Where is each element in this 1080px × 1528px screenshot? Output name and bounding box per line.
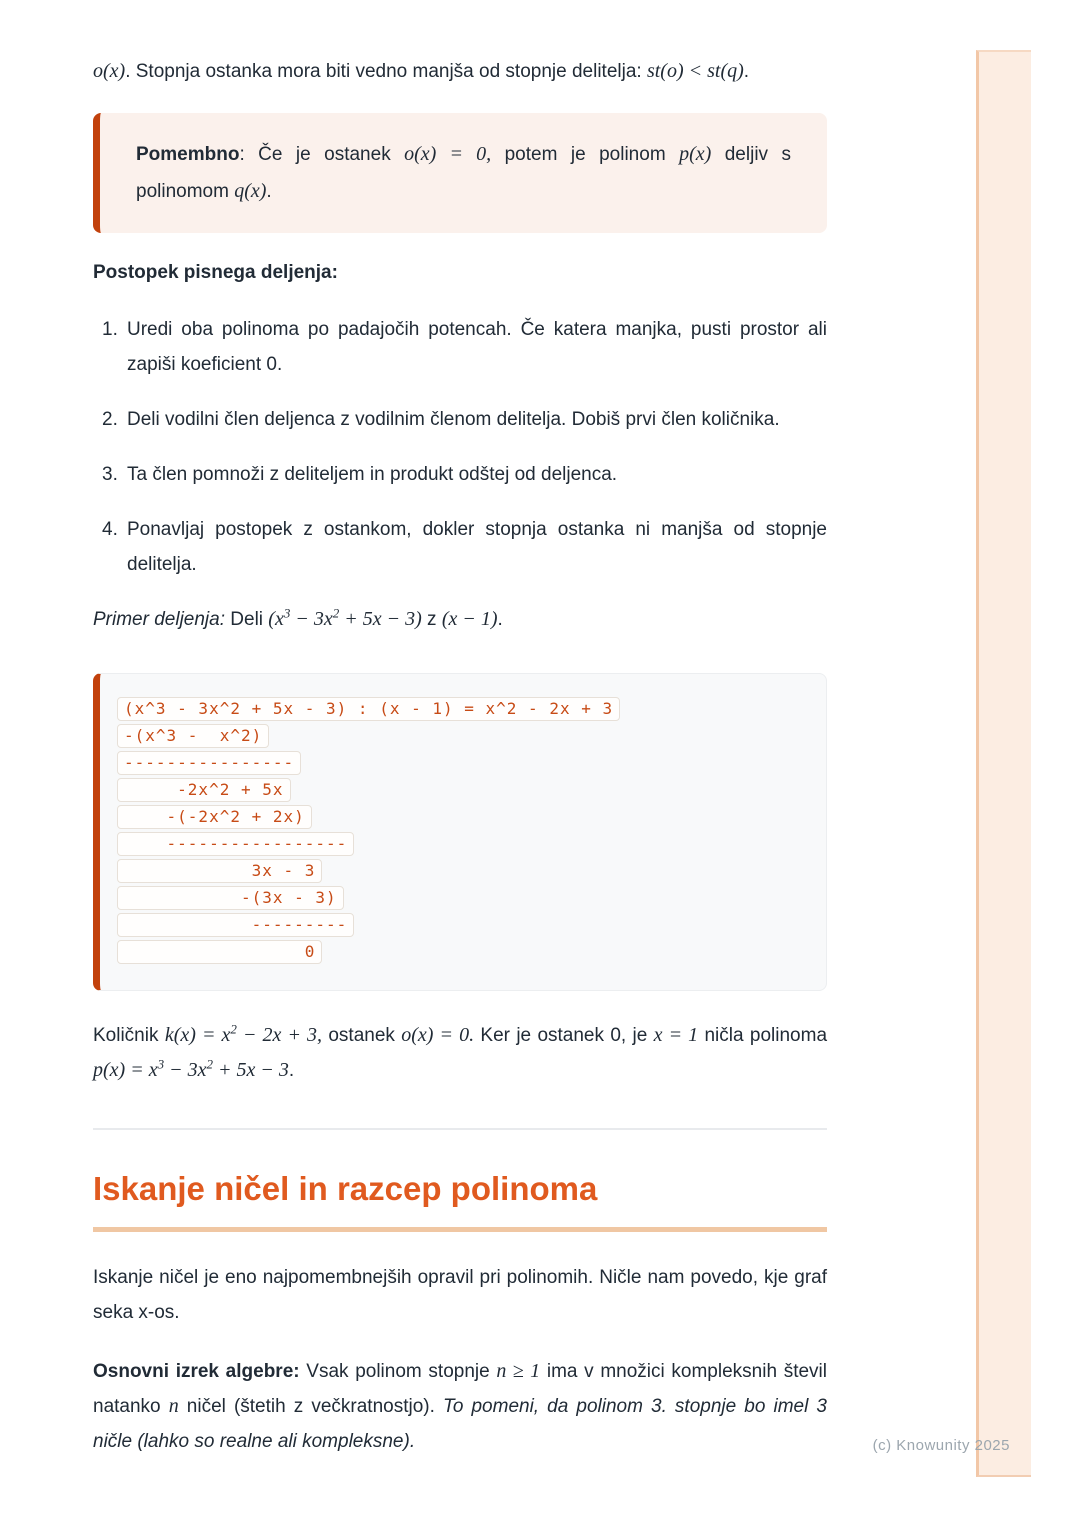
step-text: Uredi oba polinoma po padajočih potencah. Če katera manjka, pusti prostor ali zapiši koeficient 0. — [127, 319, 827, 375]
step-item — [93, 512, 827, 582]
intro-paragraph: o(x). Stopnja ostanka mora biti vedno manjša od stopnje delitelja: st(o) < st(q). — [93, 60, 750, 82]
step-number: 1. — [102, 319, 118, 340]
math-expression: o(x) = 0. — [401, 1024, 475, 1046]
math-expression: o(x) = 0, — [404, 143, 492, 165]
code-line: 3x - 3 — [117, 859, 806, 883]
callout-label: Pomembno — [136, 144, 240, 165]
step-item — [93, 312, 827, 382]
right-margin-stripe — [976, 50, 1031, 1477]
result-paragraph: Količnik $k(x) = x^2 - 2x + 3$, ostanek o(x) = 0. Ker je ostanek 0, je x = 1 ničla polinoma $p(x) = x^3 - 3x^2 + 5x - 3$. — [93, 1021, 828, 1081]
important-callout: Pomembno: Če je ostanek o(x) = 0, potem je polinom p(x) deljiv s polinomom q(x). — [93, 113, 827, 233]
math-expression: $k(x) = x^2 - 2x + 3$, — [164, 1021, 323, 1046]
math-expression: p(x) — [679, 143, 712, 165]
math-expression: (x − 1) — [441, 608, 498, 630]
division-codeblock — [93, 673, 827, 991]
step-text: Deli vodilni člen deljenca z vodilnim členom delitelja. Dobiš prvi člen količnika. — [127, 409, 780, 430]
example-line: Primer deljenja: Deli $(x^3 - 3x^2 + 5x - 3)$ z (x − 1). — [93, 605, 503, 630]
math-expression: $p(x) = x^3 - 3x^2 + 5x - 3$ — [93, 1056, 289, 1081]
code-line: 0 — [117, 940, 806, 964]
math-expression: st(o) < st(q) — [646, 60, 744, 82]
math-expression: $(x^3 - 3x^2 + 5x - 3)$ — [268, 605, 422, 630]
section-heading: Iskanje ničel in razcep polinoma — [93, 1168, 827, 1232]
code-line: -(-2x^2 + 2x) — [117, 805, 806, 829]
step-item — [93, 402, 827, 437]
math-expression: q(x) — [234, 180, 267, 202]
step-number: 3. — [102, 464, 118, 485]
step-text: Ponavljaj postopek z ostankom, dokler stopnja ostanka ni manjša od stopnje delitelja. — [127, 519, 827, 575]
math-expression: n ≥ 1 — [496, 1360, 541, 1382]
theorem-paragraph: Osnovni izrek algebre: Vsak polinom stopnje n ≥ 1 ima v množici kompleksnih števil natanko n ničel (štetih z večkratnostjo). To pomeni, da polinom 3. stopnje bo imel 3 ničle (lahko so realne ali kompleksne). — [93, 1360, 827, 1452]
steps-list — [93, 312, 827, 582]
code-line: --------- — [117, 913, 806, 937]
code-line: ---------------- — [117, 751, 806, 775]
zeros-intro-paragraph: Iskanje ničel je eno najpomembnejših opravil pri polinomih. Ničle nam povedo, kje graf seka x-os. — [93, 1267, 827, 1323]
code-line: -2x^2 + 5x — [117, 778, 806, 802]
math-expression: n — [168, 1395, 179, 1417]
step-number: 4. — [102, 519, 118, 540]
math-expression: o(x) — [93, 60, 126, 82]
math-expression: x = 1 — [653, 1024, 699, 1046]
document-content — [93, 54, 827, 1459]
code-line: -(3x - 3) — [117, 886, 806, 910]
code-line: -(x^3 - x^2) — [117, 724, 806, 748]
code-line: ----------------- — [117, 832, 806, 856]
theorem-remark: To pomeni, da polinom 3. stopnje bo imel 3 ničle (lahko so realne ali kompleksne). — [93, 1396, 827, 1452]
steps-heading: Postopek pisnega deljenja: — [93, 262, 338, 283]
step-text: Ta člen pomnoži z deliteljem in produkt odštej od deljenca. — [127, 464, 618, 485]
section-divider — [93, 1128, 827, 1130]
step-number: 2. — [102, 409, 118, 430]
theorem-label: Osnovni izrek algebre: — [93, 1361, 300, 1382]
footer-copyright: (c) Knowunity 2025 — [872, 1437, 1010, 1454]
code-line: (x^3 - 3x^2 + 5x - 3) : (x - 1) = x^2 - 2x + 3 — [117, 697, 806, 721]
example-label: Primer deljenja: — [93, 609, 225, 630]
step-item — [93, 457, 827, 492]
